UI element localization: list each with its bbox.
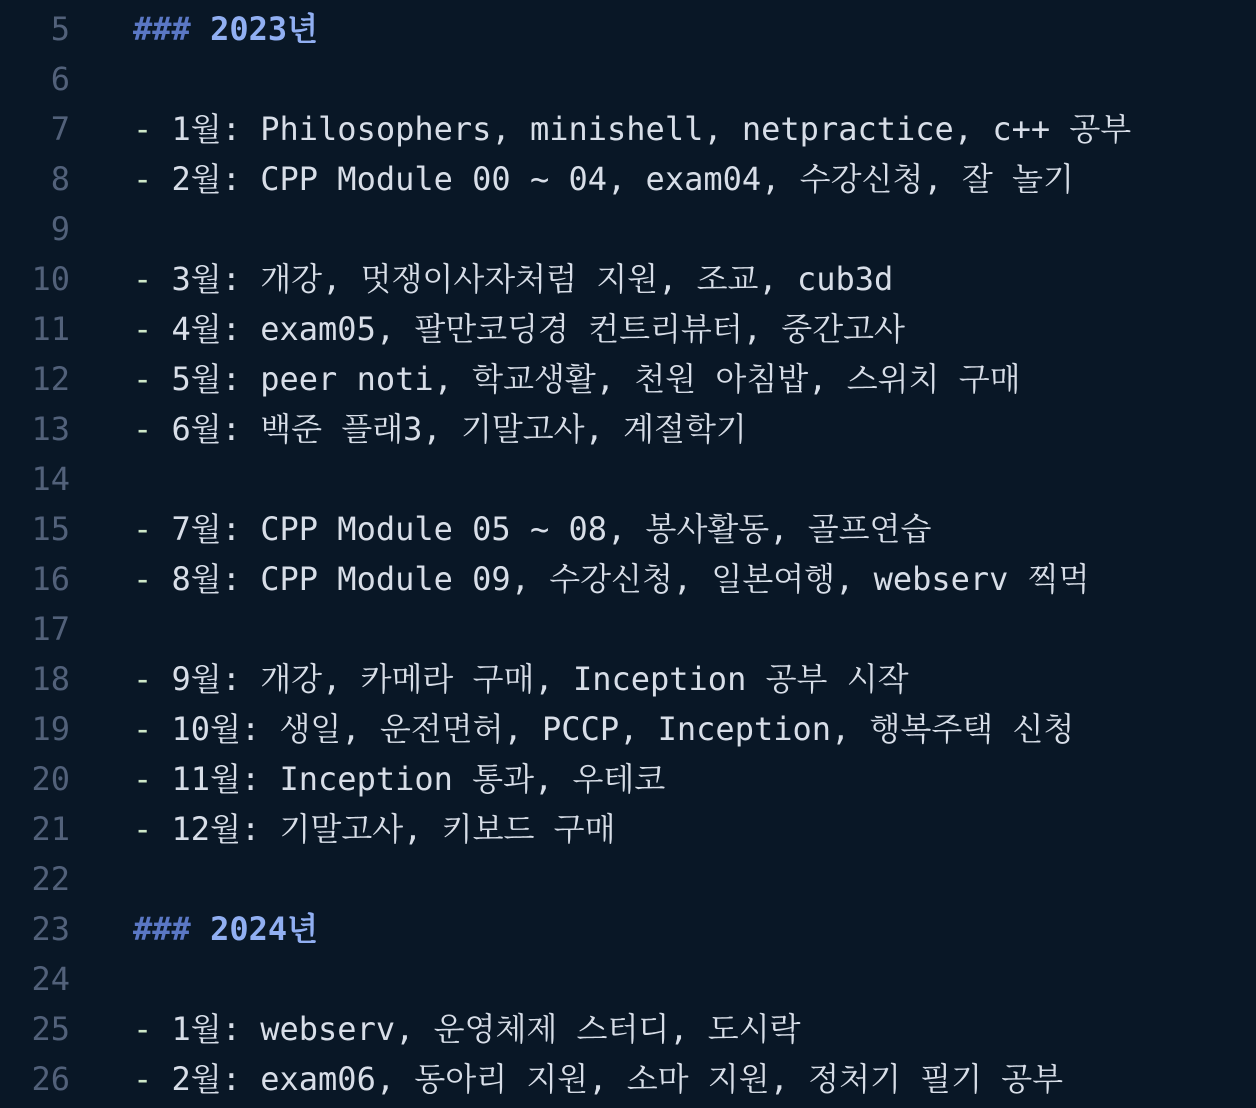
line-content[interactable]	[133, 554, 1090, 604]
markdown-bullet-marker: -	[133, 1010, 153, 1048]
line-number[interactable]: 19	[31, 710, 70, 748]
markdown-bullet-marker: -	[133, 310, 153, 348]
line-number[interactable]: 6	[50, 60, 70, 98]
line-number[interactable]: 14	[31, 460, 70, 498]
line-number[interactable]: 7	[50, 110, 70, 148]
line-number[interactable]: 9	[50, 210, 70, 248]
editor-line	[0, 954, 1256, 1004]
line-number[interactable]: 26	[31, 1060, 70, 1098]
line-content[interactable]	[133, 4, 318, 54]
markdown-bullet-marker: -	[133, 510, 153, 548]
line-number[interactable]: 17	[31, 610, 70, 648]
markdown-bullet-marker: -	[133, 660, 153, 698]
line-content[interactable]	[133, 354, 1021, 404]
editor-line	[0, 354, 1256, 404]
editor-line	[0, 904, 1256, 954]
editor-line	[0, 704, 1256, 754]
editor-line	[0, 754, 1256, 804]
line-content[interactable]	[133, 154, 1074, 204]
markdown-bullet-marker: -	[133, 710, 153, 748]
line-number[interactable]: 8	[50, 160, 70, 198]
markdown-bullet-marker: -	[133, 1060, 153, 1098]
markdown-heading-text: 2023년	[210, 10, 319, 48]
markdown-list-text: 12월: 기말고사, 키보드 구매	[171, 810, 616, 848]
editor-line	[0, 554, 1256, 604]
line-content[interactable]	[133, 1054, 1063, 1104]
line-number[interactable]: 15	[31, 510, 70, 548]
editor-line	[0, 654, 1256, 704]
line-number[interactable]: 18	[31, 660, 70, 698]
line-number[interactable]: 24	[31, 960, 70, 998]
editor-line	[0, 1054, 1256, 1104]
markdown-bullet-marker: -	[133, 810, 153, 848]
markdown-list-text: 11월: Inception 통과, 우테코	[171, 760, 666, 798]
markdown-list-text: 3월: 개강, 멋쟁이사자처럼 지원, 조교, cub3d	[171, 260, 894, 298]
markdown-bullet-marker: -	[133, 560, 153, 598]
line-number[interactable]: 10	[31, 260, 70, 298]
line-content[interactable]	[133, 504, 931, 554]
line-number[interactable]: 12	[31, 360, 70, 398]
editor-line	[0, 1004, 1256, 1054]
editor-line	[0, 54, 1256, 104]
editor-line	[0, 454, 1256, 504]
markdown-list-text: 2월: CPP Module 00 ~ 04, exam04, 수강신청, 잘 놀기	[171, 160, 1074, 198]
markdown-bullet-marker: -	[133, 110, 153, 148]
line-number[interactable]: 25	[31, 1010, 70, 1048]
editor-line	[0, 4, 1256, 54]
markdown-list-text: 1월: Philosophers, minishell, netpractice, c++ 공부	[171, 110, 1132, 148]
markdown-bullet-marker: -	[133, 360, 153, 398]
editor-line	[0, 254, 1256, 304]
line-number[interactable]: 21	[31, 810, 70, 848]
markdown-list-text: 9월: 개강, 카메라 구매, Inception 공부 시작	[171, 660, 909, 698]
markdown-list-text: 8월: CPP Module 09, 수강신청, 일본여행, webserv 찍먹	[171, 560, 1090, 598]
line-number[interactable]: 11	[31, 310, 70, 348]
editor-line	[0, 104, 1256, 154]
markdown-bullet-marker: -	[133, 260, 153, 298]
line-number[interactable]: 5	[50, 10, 70, 48]
markdown-bullet-marker: -	[133, 160, 153, 198]
markdown-heading-text: 2024년	[210, 910, 319, 948]
editor-line	[0, 204, 1256, 254]
line-content[interactable]	[133, 1004, 801, 1054]
line-content[interactable]	[133, 654, 909, 704]
line-content[interactable]	[133, 254, 893, 304]
markdown-list-text: 5월: peer noti, 학교생활, 천원 아침밥, 스위치 구매	[171, 360, 1021, 398]
line-content[interactable]	[133, 804, 616, 854]
markdown-list-text: 10월: 생일, 운전면허, PCCP, Inception, 행복주택 신청	[171, 710, 1075, 748]
markdown-bullet-marker: -	[133, 760, 153, 798]
editor-line	[0, 804, 1256, 854]
line-number[interactable]: 16	[31, 560, 70, 598]
line-number[interactable]: 13	[31, 410, 70, 448]
editor-line	[0, 504, 1256, 554]
markdown-bullet-marker: -	[133, 410, 153, 448]
line-content[interactable]	[133, 404, 747, 454]
editor-line	[0, 304, 1256, 354]
markdown-heading-hash: ###	[133, 10, 191, 48]
markdown-list-text: 2월: exam06, 동아리 지원, 소마 지원, 정처기 필기 공부	[171, 1060, 1064, 1098]
line-number[interactable]: 23	[31, 910, 70, 948]
markdown-list-text: 4월: exam05, 팔만코딩경 컨트리뷰터, 중간고사	[171, 310, 905, 348]
editor-line	[0, 404, 1256, 454]
line-content[interactable]	[133, 754, 665, 804]
line-content[interactable]	[133, 904, 318, 954]
editor-line	[0, 154, 1256, 204]
line-content[interactable]	[133, 304, 905, 354]
markdown-list-text: 1월: webserv, 운영체제 스터디, 도시락	[171, 1010, 801, 1048]
markdown-list-text: 6월: 백준 플래3, 기말고사, 계절학기	[171, 410, 747, 448]
line-number[interactable]: 20	[31, 760, 70, 798]
line-content[interactable]	[133, 104, 1131, 154]
editor-line	[0, 604, 1256, 654]
line-number[interactable]: 22	[31, 860, 70, 898]
line-content[interactable]	[133, 704, 1074, 754]
editor-line	[0, 854, 1256, 904]
markdown-list-text: 7월: CPP Module 05 ~ 08, 봉사활동, 골프연습	[171, 510, 932, 548]
markdown-heading-hash: ###	[133, 910, 191, 948]
